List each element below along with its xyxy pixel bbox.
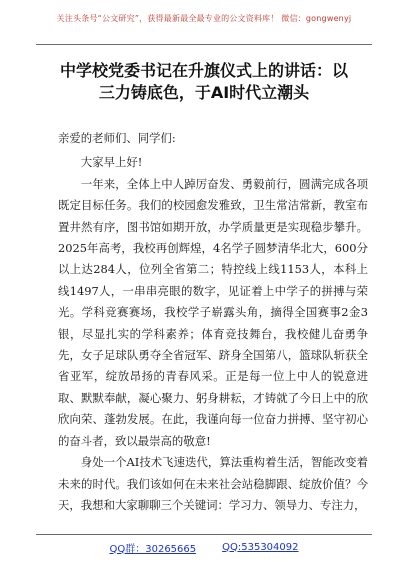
title-line-2: 三力铸底色，于AI时代立潮头 [98,83,310,102]
page-header [0,0,408,36]
greeting: 大家早上好! [80,155,143,170]
document-title [40,60,368,104]
qq-contact-link[interactable]: QQ:535304092 [222,541,299,553]
header-promo-text: 关注头条号“公文研究”，获得最新最全最专业的公文资料库！ 微信：gongwenyj [56,13,352,23]
header-divider [36,44,372,45]
footer-divider [36,534,372,535]
paragraph-2: 身处一个AI技术飞速迭代，算法重构着生活，智能改变着未来的时代。我们该如何在未来社会站稳脚跟、绽放价值？今天，我想和大家聊聊三个关键词：学习力、领导力、专注力， [58,455,368,512]
qq-group-link[interactable]: QQ群：30265665 [109,543,197,555]
title-line-1: 中学校党委书记在升旗仪式上的讲话：以 [59,61,348,80]
page-footer [0,536,408,558]
document-body [58,128,368,516]
paragraph-1: 一年来，全体上中人踔厉奋发、勇毅前行，圆满完成各项既定目标任务。我们的校园愈发雅致，卫生常洁常新，教室布置井然有序，图书馆如期开放，办学质量更是实现稳步攀升。2025年高考，我校再创辉煌，4名学子圆梦清华北大，600分以上达284人，位列全省第二；特控线上线1153人，本科上线1497人，一串串亮眼的数字，见证着上中学子的拼搏与荣光。学科竞赛赛场，我校学子崭露头角，摘得全国赛事2金3银，尽显扎实的学科素养；体育竞技舞台，我校健儿奋勇争先，女子足球队勇夺全省冠军、跻身全国第八，篮球队斩获全省亚军，绽放昂扬的青春风采。正是每一位上中人的锐意进取、默默奉献，凝心聚力、躬身耕耘，才铸就了今日上中的欣欣向荣、蓬勃发展。在此，我谨向每一位奋力拼搏、坚守初心的奋斗者，致以最崇高的敬意! [58,176,368,448]
salutation: 亲爱的老师们、同学们: [58,131,176,145]
